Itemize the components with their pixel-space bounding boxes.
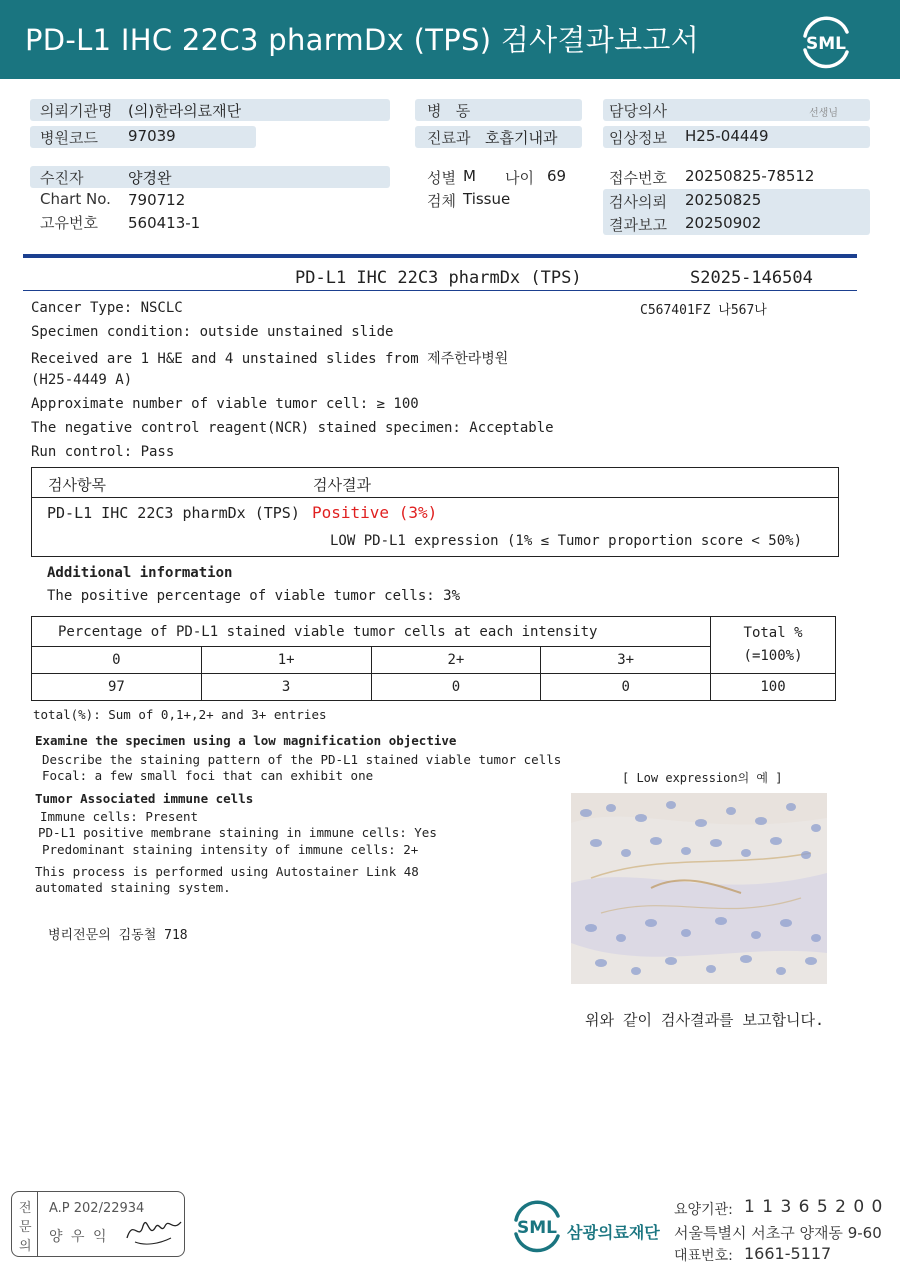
request-label: 검사의뢰 <box>609 193 667 211</box>
report-line: Received are 1 H&E and 4 unstained slides from 제주한라병원 <box>31 351 509 367</box>
micrograph-image <box>571 793 827 984</box>
pathologist: 병리전문의 김동철 718 <box>48 928 188 943</box>
receipt-value: 20250825-78512 <box>685 167 815 185</box>
sex-label: 성별 <box>427 169 456 187</box>
signature-icon <box>125 1208 183 1250</box>
unique-id-label: 고유번호 <box>40 214 98 232</box>
clinical-value: H25-04449 <box>685 127 769 145</box>
sex-value: M <box>463 167 476 185</box>
intensity-table <box>31 616 836 701</box>
table-value-cell: 0 <box>371 674 541 701</box>
institution-label: 의뢰기관명 <box>40 102 113 120</box>
stamp-side-char: 의 <box>19 1239 32 1254</box>
examine-line: Describe the staining pattern of the PD-L1 stained viable tumor cells <box>42 752 562 767</box>
org-code-label: 요양기관: <box>674 1202 733 1218</box>
result-item: PD-L1 IHC 22C3 pharmDx (TPS) <box>47 504 300 522</box>
org-code-value: 1 1 3 6 5 2 0 0 <box>744 1197 884 1217</box>
clinical-label: 임상정보 <box>609 129 667 147</box>
table-total-header-2: (=100%) <box>743 648 803 664</box>
result-value: Positive (3%) <box>312 503 438 522</box>
report-line: Cancer Type: NSCLC <box>31 300 183 316</box>
immune-line: PD-L1 positive membrane staining in immune cells: Yes <box>38 825 437 840</box>
stamp-name: 양 우 익 <box>49 1229 109 1245</box>
org-name: 삼광의료재단 <box>567 1223 660 1242</box>
specimen-label: 검체 <box>427 192 456 210</box>
hospital-code-label: 병원코드 <box>40 129 98 147</box>
report-date-label: 결과보고 <box>609 216 667 234</box>
sml-logo-icon <box>797 12 855 70</box>
table-total-header-1: Total % <box>743 625 803 641</box>
age-value: 69 <box>547 167 567 185</box>
report-line: Run control: Pass <box>31 444 175 460</box>
additional-text: The positive percentage of viable tumor cells: 3% <box>47 588 461 604</box>
table-note: total(%): Sum of 0,1+,2+ and 3+ entries <box>33 707 327 722</box>
divider-thin <box>23 290 857 291</box>
report-line: (H25-4449 A) <box>31 372 133 388</box>
table-total-cell: 100 <box>711 674 836 701</box>
sml-org-logo-icon <box>508 1198 566 1256</box>
additional-title: Additional information <box>47 565 233 581</box>
examine-title: Examine the specimen using a low magnification objective <box>35 733 457 748</box>
table-value-cell: 97 <box>32 674 202 701</box>
immune-title: Tumor Associated immune cells <box>35 791 254 806</box>
report-line: Approximate number of viable tumor cell: ≥ 100 <box>31 396 419 412</box>
report-date-value: 20250902 <box>685 214 762 232</box>
stamp-ap: A.P 202/22934 <box>49 1201 145 1216</box>
result-box-divider <box>31 497 839 498</box>
svg-text:SML: SML <box>517 1218 557 1238</box>
unique-id-value: 560413-1 <box>128 214 201 232</box>
specimen-value: Tissue <box>463 190 511 208</box>
doctor-label: 담당의사 <box>609 102 667 120</box>
table-header-cell: 0 <box>32 647 202 674</box>
block-code: C567401FZ 나567나 <box>640 303 767 318</box>
examine-line: Focal: a few small foci that can exhibit one <box>42 768 374 783</box>
dept-label: 진료과 <box>427 129 471 147</box>
stamp-side-char: 문 <box>19 1220 32 1235</box>
org-address: 서울특별시 서초구 양재동 9-60 <box>674 1224 882 1242</box>
svg-text:SML: SML <box>806 34 846 54</box>
patient-value: 양경완 <box>128 169 172 187</box>
immune-line: Predominant staining intensity of immune cells: 2+ <box>42 842 419 857</box>
case-number: S2025-146504 <box>690 268 813 288</box>
stamp-side-char: 전 <box>19 1201 32 1216</box>
divider-thick <box>23 254 857 258</box>
immune-line: Immune cells: Present <box>40 809 199 824</box>
table-header-cell: 2+ <box>371 647 541 674</box>
table-total-header <box>711 617 836 674</box>
result-header-result: 검사결과 <box>313 476 371 494</box>
org-phone-value: 1661-5117 <box>744 1244 832 1263</box>
chart-no-value: 790712 <box>128 191 186 209</box>
table-header-cell: 1+ <box>201 647 371 674</box>
institution-value: (의)한라의료재단 <box>128 102 242 120</box>
doctor-suffix: 선생님 <box>809 108 838 119</box>
report-line: Specimen condition: outside unstained slide <box>31 324 394 340</box>
closing-statement: 위와 같이 검사결과를 보고합니다. <box>585 1011 824 1029</box>
dept-value: 호흡기내과 <box>485 129 558 147</box>
process-line: automated staining system. <box>35 880 231 895</box>
ward-label: 병 동 <box>427 102 471 120</box>
table-caption: Percentage of PD-L1 stained viable tumor cells at each intensity <box>32 617 711 647</box>
result-header-item: 검사항목 <box>48 476 106 494</box>
report-line: The negative control reagent(NCR) stained specimen: Acceptable <box>31 420 554 436</box>
patient-label: 수진자 <box>40 169 84 187</box>
page-title: PD-L1 IHC 22C3 pharmDx (TPS) 검사결과보고서 <box>25 23 700 57</box>
table-value-cell: 3 <box>201 674 371 701</box>
process-line: This process is performed using Autostainer Link 48 <box>35 864 419 879</box>
table-value-cell: 0 <box>541 674 711 701</box>
stamp-divider <box>37 1191 38 1257</box>
table-header-cell: 3+ <box>541 647 711 674</box>
age-label: 나이 <box>505 169 534 187</box>
org-phone-label: 대표번호: <box>674 1248 733 1264</box>
result-note: LOW PD-L1 expression (1% ≤ Tumor proportion score < 50%) <box>330 533 803 549</box>
hospital-code-value: 97039 <box>128 127 176 145</box>
test-title: PD-L1 IHC 22C3 pharmDx (TPS) <box>295 268 582 288</box>
request-value: 20250825 <box>685 191 762 209</box>
receipt-label: 접수번호 <box>609 169 667 187</box>
image-caption: [ Low expression의 예 ] <box>622 771 783 785</box>
patient-band <box>30 166 390 188</box>
chart-no-label: Chart No. <box>40 190 111 208</box>
